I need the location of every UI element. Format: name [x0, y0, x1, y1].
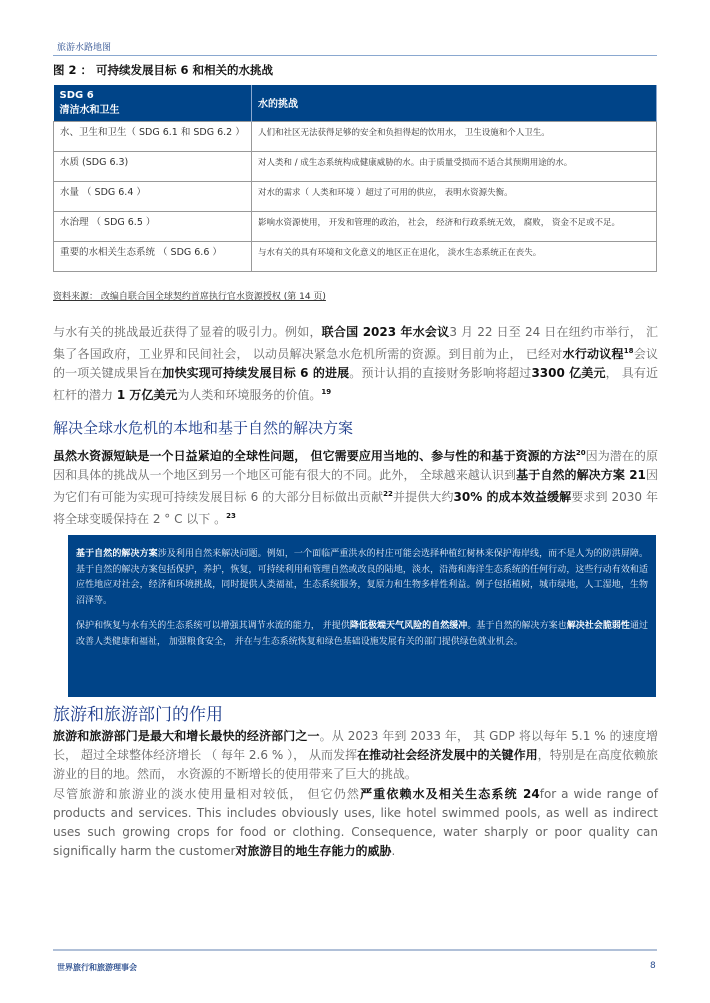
page-number: 8: [650, 961, 656, 971]
bold-text: 联合国 2023 年水会议: [321, 325, 450, 339]
water-challenge: 人们和社区无法获得足够的安全和负担得起的饮用水， 卫生设施和个人卫生。: [252, 121, 657, 151]
bold-text: 对旅游目的地生存能力的威胁: [235, 844, 392, 858]
table-header-row: [54, 85, 657, 121]
text-run: 。预计认捐的直接财务影响将超过: [349, 366, 532, 380]
sdg-target: 水治理 （ SDG 6.5 ）: [54, 211, 252, 241]
water-challenge: 影响水资源使用， 开发和管理的政治， 社会， 经济和行政系统无效， 腐败， 资金不足或不足。: [252, 211, 657, 241]
bold-text: 降低极端天气风险的自然缓冲: [349, 621, 468, 631]
bold-text: 旅游和旅游部门是最大和增长最快的经济部门之一: [53, 729, 320, 743]
footnote-ref[interactable]: 20: [575, 449, 586, 457]
header-divider: [53, 55, 657, 56]
sdg-target: 重要的水相关生态系统 （ SDG 6.6 ）: [54, 241, 252, 271]
text-run: 尽管旅游和旅游业的淡水使用量相对较低， 但它仍然: [53, 787, 361, 801]
figure-source[interactable]: 资料来源： 改编自联合国全球契约首席执行官水资源授权 (第 14 页): [53, 292, 326, 302]
water-challenge: 与水有关的具有环境和文化意义的地区正在退化， 淡水生态系统正在丧失。: [252, 241, 657, 271]
bold-text: 基于自然的解决方案 21: [516, 468, 646, 482]
text-run: for a wide range of products and services. This includes obviously uses, like hotel swimmed pools, as well as indirect uses such growing crops for food or clothing. Consequence, water sharply or poor quality can significally harm the customer: [53, 787, 658, 858]
text-run: 要求到 2030 年将全球变暖保持在 2 ° C 以下 。: [53, 490, 658, 526]
bold-text: 水行动议程: [562, 347, 624, 361]
paragraph-freshwater-use: [53, 785, 658, 861]
bold-text: 1 万亿美元: [116, 388, 178, 402]
text-run: 与水有关的挑战最近获得了显着的吸引力。例如，: [53, 325, 322, 339]
text-run: 。基于自然的解决方案也: [467, 621, 567, 631]
water-challenge: 对水的需求（ 人类和环境 ）超过了可用的供应， 表明水资源失衡。: [252, 181, 657, 211]
footnote-ref[interactable]: 22: [383, 490, 393, 498]
sdg-target: 水量 （ SDG 6.4 ）: [54, 181, 252, 211]
water-challenge: 对人类和 / 成生态系统构成健康威胁的水。由于质量受损而不适合其预期用途的水。: [252, 151, 657, 181]
text-run: 保护和恢复与水有关的生态系统可以增强其调节水流的能力， 并提供: [76, 621, 350, 631]
bold-text: 30% 的成本效益缓解: [453, 490, 572, 504]
table-row: [54, 121, 657, 151]
bold-text: 虽然水资源短缺是一个日益紧迫的全球性问题， 但它需要应用当地的、参与性的和基于资源的方法: [53, 449, 576, 463]
sdg-target: 水、卫生和卫生（ SDG 6.1 和 SDG 6.2 ）: [54, 121, 252, 151]
bold-text: 严重依赖水及相关生态系统 24: [360, 787, 540, 801]
callout-paragraph-2: [76, 619, 648, 650]
sdg-table: [53, 85, 657, 272]
text-run: 会议的一项关键成果旨在: [53, 347, 658, 380]
text-run: 涉及利用自然来解决问题。例如，一个面临严重洪水的村庄可能会选择种植红树林来保护海岸线，而不是人为的防洪屏障。基于自然的解决方案包括保护，养护，恢复，可持续利用和管理自然或改良的陆地，淡水，沿海和海洋生态系统的任何行动，这些行动有效和适应性地应对社会，经济和环境挑战，同时提供人类福祉，生态系统服务，复原力和生物多样性利益。例子包括植树，城市绿地，人工湿地，生物沼泽等。: [76, 549, 648, 606]
bold-text: 加快实现可持续发展目标 6 的进展: [162, 366, 350, 380]
sdg-target: 水质 (SDG 6.3): [54, 151, 252, 181]
bold-text: 在推动社会经济发展中的关键作用: [357, 748, 538, 762]
text-run: 3 月 22 日至 24 日在纽约市举行， 汇集了各国政府，工业界和民间社会， 以动员解决紧急水危机所需的资源。到目前为止， 已经对: [53, 325, 659, 361]
bold-text: 解决社会脆弱性: [566, 621, 630, 631]
callout-paragraph-1: [76, 547, 648, 609]
header-challenge: 水的挑战: [252, 85, 657, 121]
paragraph-un-water-conference: [53, 323, 658, 405]
footnote-ref[interactable]: 18: [623, 347, 634, 355]
text-run: 。从 2023 年到 2033 年， 其 GDP 将以每年 5.1 % 的速度增长， 超过全球整体经济增长 （ 每年 2.6 % ）， 从而发挥: [53, 729, 658, 762]
header-sdg-name: 清洁水和卫生: [59, 104, 120, 116]
text-run: 因为潜在的原因和具体的挑战从一个地区到另一个地区可能有很大的不同。此外， 全球越来越认识到: [53, 449, 658, 482]
text-run: 并提供大约: [392, 490, 454, 504]
footnote-ref[interactable]: 23: [226, 512, 236, 520]
footer-org: 世界旅行和旅游理事会: [57, 963, 137, 972]
footnote-ref[interactable]: 19: [321, 388, 332, 396]
nbs-callout-box: [68, 535, 656, 697]
table-row: [54, 241, 657, 271]
figure-title: 图 2 ： 可持续发展目标 6 和相关的水挑战: [53, 63, 274, 77]
text-run: 通过改善人类健康和福祉， 加强粮食安全， 并在与生态系统恢复和绿色基础设施发展有关的部门提供绿色就业机会。: [76, 621, 648, 647]
text-run: ，特别是在高度依赖旅游业的目的地。然而， 水资源的不断增长的使用带来了巨大的挑战。: [53, 748, 658, 781]
text-run: .: [391, 844, 396, 858]
text-run: 为人类和环境服务的价值。: [177, 388, 322, 402]
table-row: [54, 151, 657, 181]
footer-divider: [53, 949, 657, 951]
table-row: [54, 211, 657, 241]
table-row: [54, 181, 657, 211]
text-run: 因为它们有可能为实现可持续发展目标 6 的大部分目标做出贡献: [53, 468, 658, 504]
bold-text: 基于自然的解决方案: [76, 549, 158, 559]
section-heading-nature-solutions: 解决全球水危机的本地和基于自然的解决方案: [53, 419, 354, 437]
text-run: ， 具有近杠杆的潜力: [53, 366, 658, 402]
paragraph-water-scarcity: [53, 444, 658, 529]
header-sdg-code: SDG 6: [59, 89, 94, 101]
paragraph-tourism-sector: [53, 727, 658, 784]
bold-text: 3300 亿美元: [531, 366, 606, 380]
section-heading-tourism-role: 旅游和旅游部门的作用: [53, 705, 223, 725]
header-sdg: [54, 85, 252, 121]
running-header: 旅游水路地图: [57, 43, 112, 53]
